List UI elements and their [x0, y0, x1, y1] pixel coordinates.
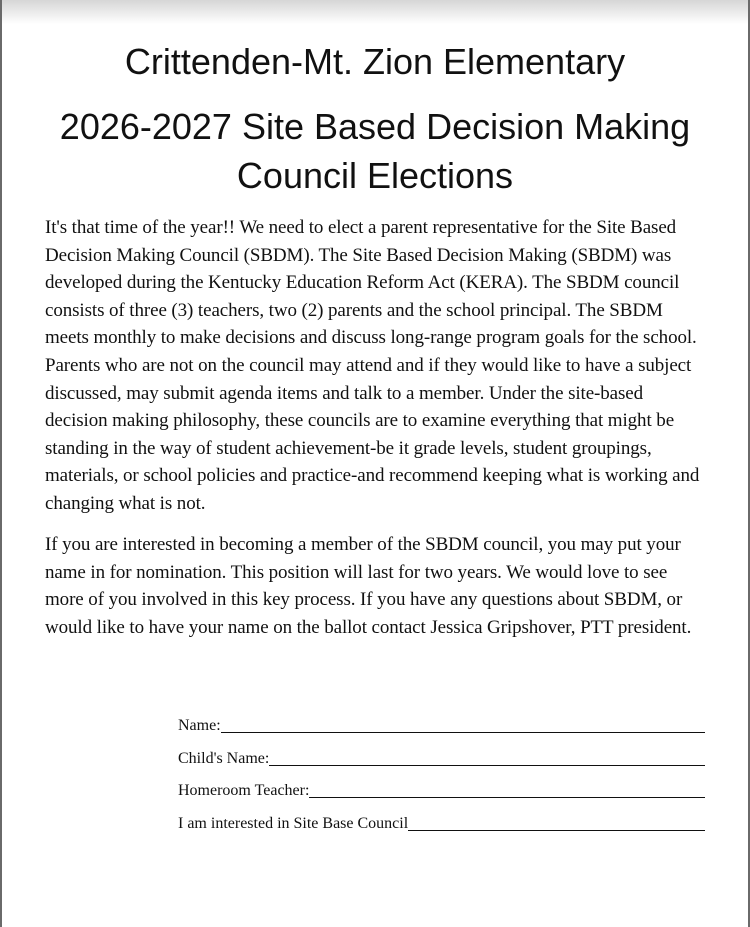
interest-blank-line[interactable] [408, 812, 705, 831]
election-title-line-1: 2026-2027 Site Based Decision Making [59, 106, 691, 147]
form-row-interest [178, 810, 705, 834]
name-label: Name: [178, 717, 221, 734]
child-name-label: Child's Name: [178, 749, 270, 767]
form-row-homeroom-teacher [178, 777, 705, 801]
homeroom-teacher-label: Homeroom Teacher: [178, 782, 310, 799]
election-title-line-2: Council Elections [236, 155, 514, 196]
school-name-heading: Crittenden-Mt. Zion Elementary [124, 41, 626, 82]
form-row-child-name [178, 745, 705, 769]
form-row-name [178, 712, 705, 736]
child-name-blank-line[interactable] [269, 747, 705, 766]
homeroom-teacher-blank-line[interactable] [309, 779, 705, 798]
intro-paragraph: It's that time of the year!! We need to elect a parent representative for the Site Based Decision Making Council (SBDM). The Site Based Decision Making (SBDM) was developed during the Kentucky Education Reform Act (KERA). The SBDM council consists of three (3) teachers, two (2) parents and the school principal. The SBDM meets monthly to make decisions and discuss long-range program goals for the school. Parents who are not on the council may attend and if they would like to have a subject discussed, may submit agenda items and talk to a member. Under the site-based decision making philosophy, these councils are to examine everything that might be standing in the way of student achievement-be it grade levels, student groupings, materials, or school policies and practice-and recommend keeping what is working and changing what is not. [45, 217, 700, 514]
nomination-paragraph: If you are interested in becoming a member of the SBDM council, you may put your name in for nomination. This position will last for two years. We would love to see more of you involved in this key process. If you have any questions about SBDM, or would like to have your name on the ballot contact Jessica Gripshover, PTT president. [45, 534, 692, 638]
nomination-form [178, 712, 705, 842]
name-blank-line[interactable] [221, 714, 705, 733]
interest-label: I am interested in Site Base Council [178, 814, 409, 832]
election-title-heading [0, 102, 750, 200]
